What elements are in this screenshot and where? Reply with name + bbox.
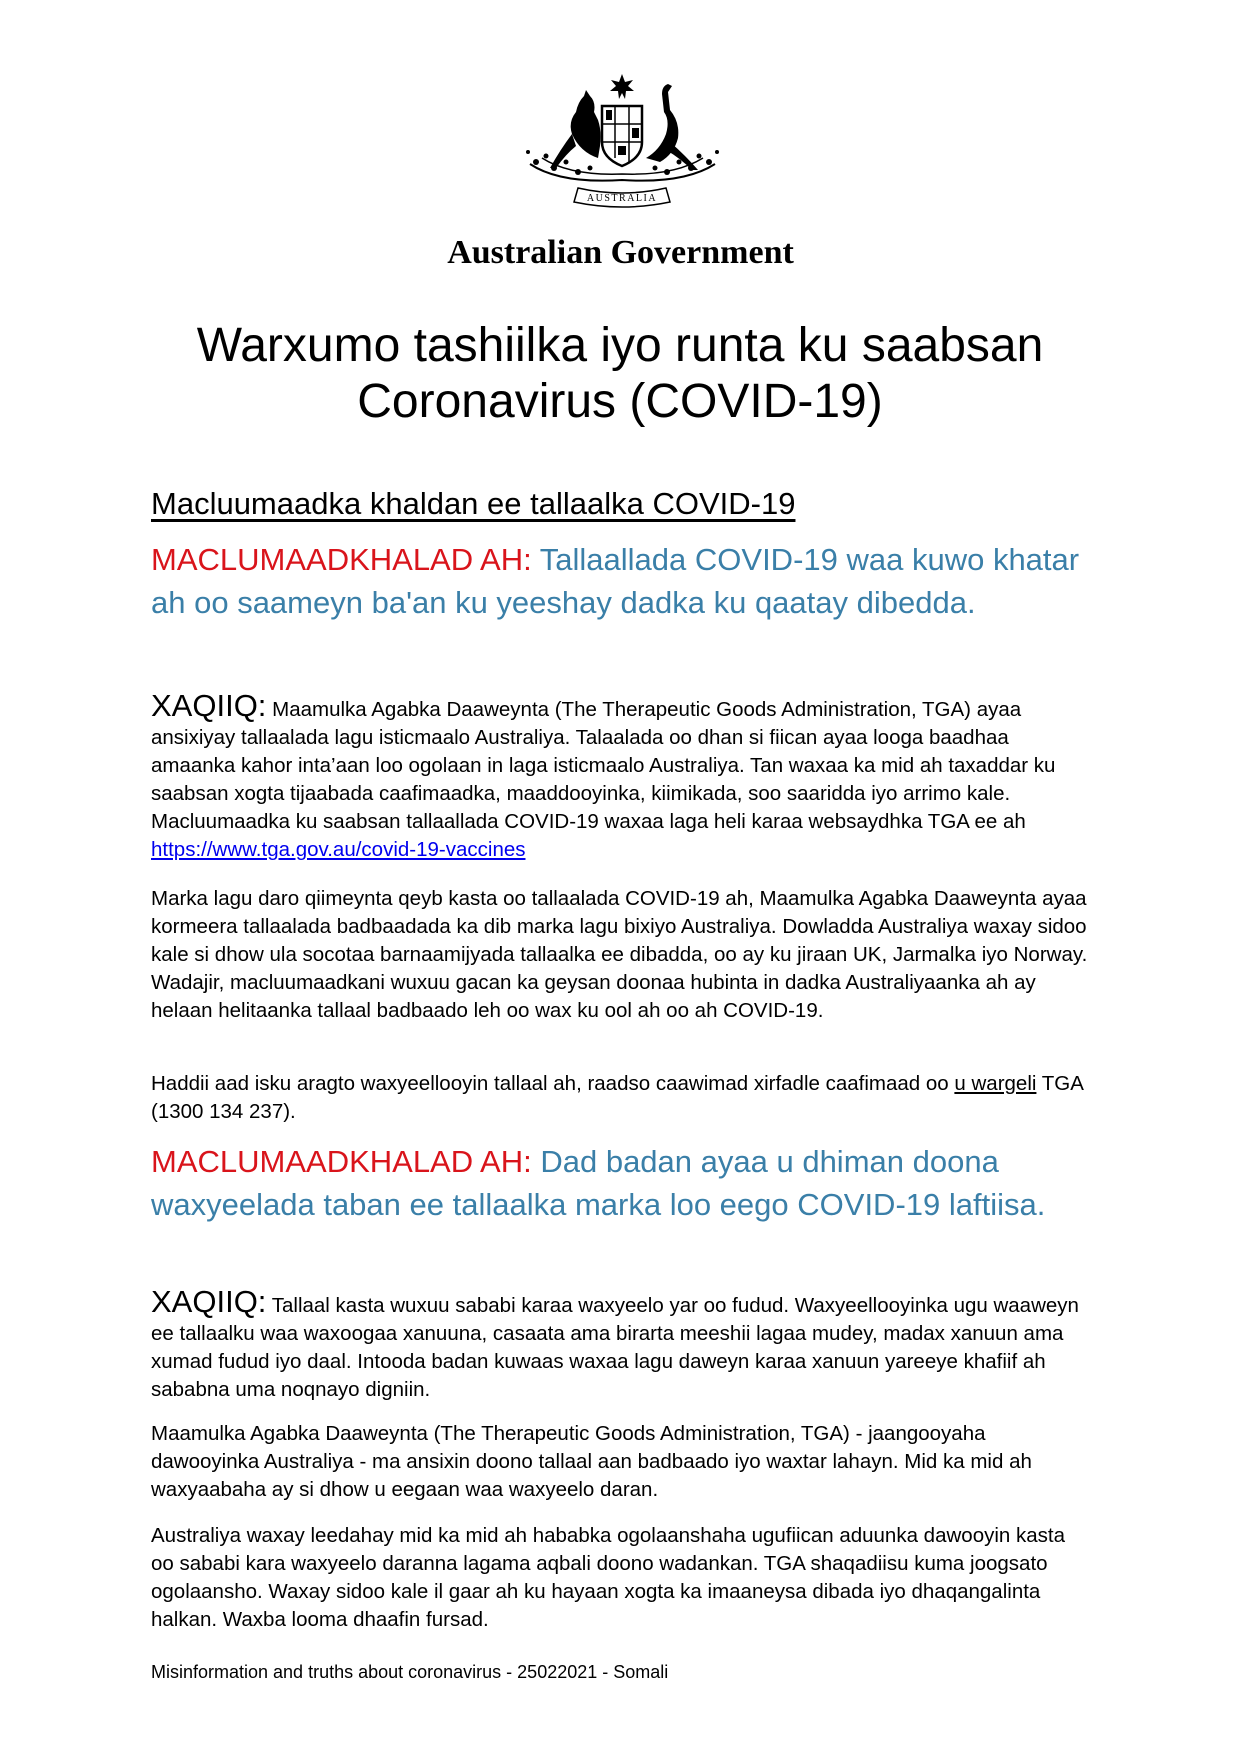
title-line-2: Coronavirus (COVID-19) <box>357 375 883 428</box>
report-tga-link[interactable]: u wargeli <box>954 1072 1037 1095</box>
paragraph-report-phone: TGA (1300 134 237). <box>151 1072 1083 1123</box>
coat-of-arms-icon <box>520 72 725 217</box>
myth-block-1 <box>151 538 1081 624</box>
document-title <box>120 318 1120 430</box>
title-line-1: Warxumo tashiilka iyo runta ku saabsan <box>196 319 1044 372</box>
paragraph-approval-system: Australiya waxay leedahay mid ka mid ah hababka ogolaanshaha ugufiican aduunka dawooyin kasta oo sababi kara waxyeelo daranna lagama aqbali doono wadankan. TGA shaqadiisu kuma joogsato ogolaansho. Waxay sidoo kale il gaar ah ku hayaan xogta ka imaaneysa dibada iyo dhaqangalinta halkan. Waxba looma dhaafin fursad. <box>151 1524 1065 1631</box>
section-heading: Macluumaadka khaldan ee tallaalka COVID-19 <box>151 486 796 521</box>
fact-text: Maamulka Agabka Daaweynta (The Therapeutic Goods Administration, TGA) ayaa ansixiyay tallaalada lagu isticmaalo Australiya. Talaalada oo dhan si fiican ayaa looga baadhaa amaanka kahor inta’aan loo ogolaan in laga isticmaalo Australiya. Tan waxaa ka mid ah taxaddar ku saabsan xogta tijaabada caafimaadka, maaddooyinka, kiimikada, soo saaridda iyo arrimo kale. Macluumaadka ku saabsan tallaallada COVID-19 waxaa laga heli karaa websaydhka TGA ee ah <box>151 698 1056 833</box>
myth-label: MACLUMAADKHALAD AH: <box>151 542 532 577</box>
myth-label: MACLUMAADKHALAD AH: <box>151 1144 532 1179</box>
fact-block-2 <box>151 1284 1091 1404</box>
paragraph-report-text: Haddii aad isku aragto waxyeellooyin tallaal ah, raadso caawimad xirfadle caafimaad oo <box>151 1072 949 1095</box>
myth-text: Dad badan ayaa u dhiman doona waxyeelada taban ee tallaalka marka loo eego COVID-19 laftiisa. <box>151 1144 1046 1222</box>
paragraph-monitoring: Marka lagu daro qiimeynta qeyb kasta oo tallaalada COVID-19 ah, Maamulka Agabka Daaweynta ayaa kormeera tallaalada badbaadada ka dib marka lagu bixiyo Australiya. Dowladda Australiya waxay sidoo kale si dhow ula socotaa barnaamijyada tallaalka ee dibadda, oo ay ku jiraan UK, Jarmalka iyo Norway. Wadajir, macluumaadkani wuxuu gacan ka geysan doonaa hubinta in dadka Australiyaanka ah ay helaan helitaanka tallaal badbaado leh oo wax ku ool ah oo ah COVID-19. <box>151 887 1088 1022</box>
fact-label: XAQIIQ: <box>151 1284 267 1319</box>
paragraph-tga-approval: Maamulka Agabka Daaweynta (The Therapeutic Goods Administration, TGA) - jaangooyaha dawooyinka Australiya - ma ansixin doono tallaal aan badbaado iyo waxtar lahayn. Mid ka mid ah waxyaabaha ay si dhow u eegaan waa waxyeelo daran. <box>151 1422 1032 1501</box>
fact-label: XAQIIQ: <box>151 688 267 723</box>
tga-vaccines-link[interactable]: https://www.tga.gov.au/covid-19-vaccines <box>151 838 526 861</box>
paragraph-report <box>151 1070 1091 1126</box>
page-footer: Misinformation and truths about coronavirus - 25022021 - Somali <box>151 1662 669 1682</box>
crest-scroll-text: AUSTRALIA <box>586 193 658 204</box>
myth-block-2 <box>151 1140 1081 1226</box>
org-name: Australian Government <box>447 234 794 271</box>
fact-text: Tallaal kasta wuxuu sababi karaa waxyeelo yar oo fudud. Waxyeellooyinka ugu waaweyn ee tallaalku waa waxoogaa xanuuna, casaata ama birarta meeshii lagaa mudey, madax xanuun ama xumad fudud iyo daal. Intooda badan kuwaas waxaa lagu daweyn karaa xanuun yareeye khafiif ah sababna uma noqnayo digniin. <box>151 1294 1079 1401</box>
fact-block-1 <box>151 688 1091 864</box>
myth-text: Tallaallada COVID-19 waa kuwo khatar ah oo saameyn ba'an ku yeeshay dadka ku qaatay dibedda. <box>151 542 1080 620</box>
